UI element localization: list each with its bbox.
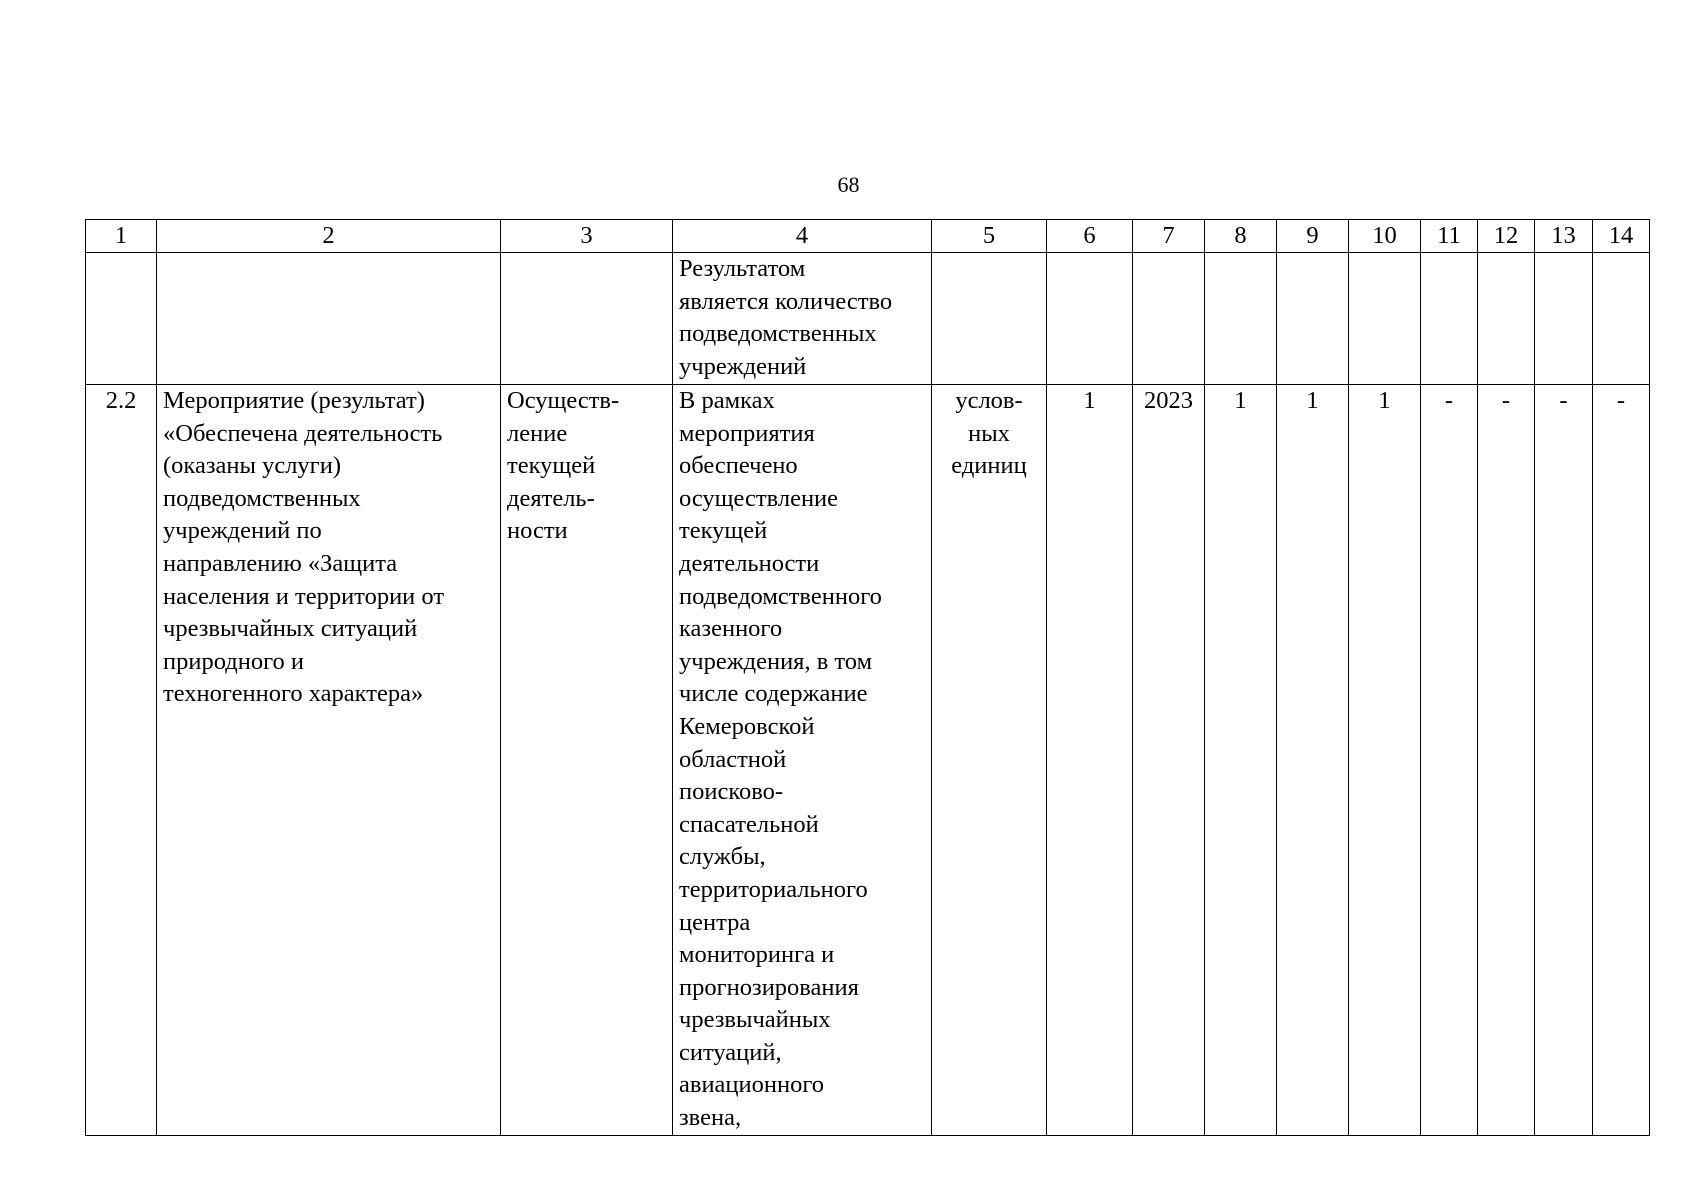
header-col-11: 11	[1421, 220, 1478, 253]
header-col-9: 9	[1277, 220, 1349, 253]
table-row-continuation	[86, 253, 1650, 385]
cell-col-7: 2023	[1133, 385, 1205, 1136]
cell-col-7	[1133, 253, 1205, 385]
cell-col-8	[1205, 253, 1277, 385]
cell-col-9: 1	[1277, 385, 1349, 1136]
cell-number	[86, 253, 157, 385]
cell-col-10: 1	[1349, 385, 1421, 1136]
page-number: 68	[837, 172, 860, 197]
cell-unit: услов- ных единиц	[932, 385, 1047, 1136]
cell-col-8: 1	[1205, 385, 1277, 1136]
cell-event-name	[157, 253, 501, 385]
header-col-13: 13	[1535, 220, 1593, 253]
cell-col-14	[1593, 253, 1650, 385]
cell-description: Результатом является количество подведомственных учреждений	[673, 253, 932, 385]
header-col-7: 7	[1133, 220, 1205, 253]
cell-col-12	[1478, 253, 1535, 385]
header-col-2: 2	[157, 220, 501, 253]
cell-unit	[932, 253, 1047, 385]
indicator-table	[85, 219, 1650, 1136]
cell-col-11: -	[1421, 385, 1478, 1136]
cell-col-9	[1277, 253, 1349, 385]
cell-col-14: -	[1593, 385, 1650, 1136]
header-col-14: 14	[1593, 220, 1650, 253]
cell-col-6	[1047, 253, 1133, 385]
header-col-10: 10	[1349, 220, 1421, 253]
cell-col-13	[1535, 253, 1593, 385]
cell-col-12: -	[1478, 385, 1535, 1136]
header-col-3: 3	[501, 220, 673, 253]
cell-col-13: -	[1535, 385, 1593, 1136]
cell-type: Осуществ- ление текущей деятель- ности	[501, 385, 673, 1136]
cell-col-6: 1	[1047, 385, 1133, 1136]
cell-col-10	[1349, 253, 1421, 385]
header-col-8: 8	[1205, 220, 1277, 253]
table-header-row	[86, 220, 1650, 253]
header-col-4: 4	[673, 220, 932, 253]
table-row-2-2	[86, 385, 1650, 1136]
cell-type	[501, 253, 673, 385]
cell-event-name: Мероприятие (результат) «Обеспечена деятельность (оказаны услуги) подведомственных учреждений по направлению «Защита населения и территории от чрезвычайных ситуаций природного и техногенного характера»	[157, 385, 501, 1136]
header-col-5: 5	[932, 220, 1047, 253]
header-col-1: 1	[86, 220, 157, 253]
cell-description: В рамках мероприятия обеспечено осуществление текущей деятельности подведомственного казенного учреждения, в том числе содержание Кемеровской областной поисково- спасательной службы, территориального центра мониторинга и прогнозирования чрезвычайных ситуаций, авиационного звена,	[673, 385, 932, 1136]
cell-number: 2.2	[86, 385, 157, 1136]
cell-col-11	[1421, 253, 1478, 385]
header-col-6: 6	[1047, 220, 1133, 253]
header-col-12: 12	[1478, 220, 1535, 253]
